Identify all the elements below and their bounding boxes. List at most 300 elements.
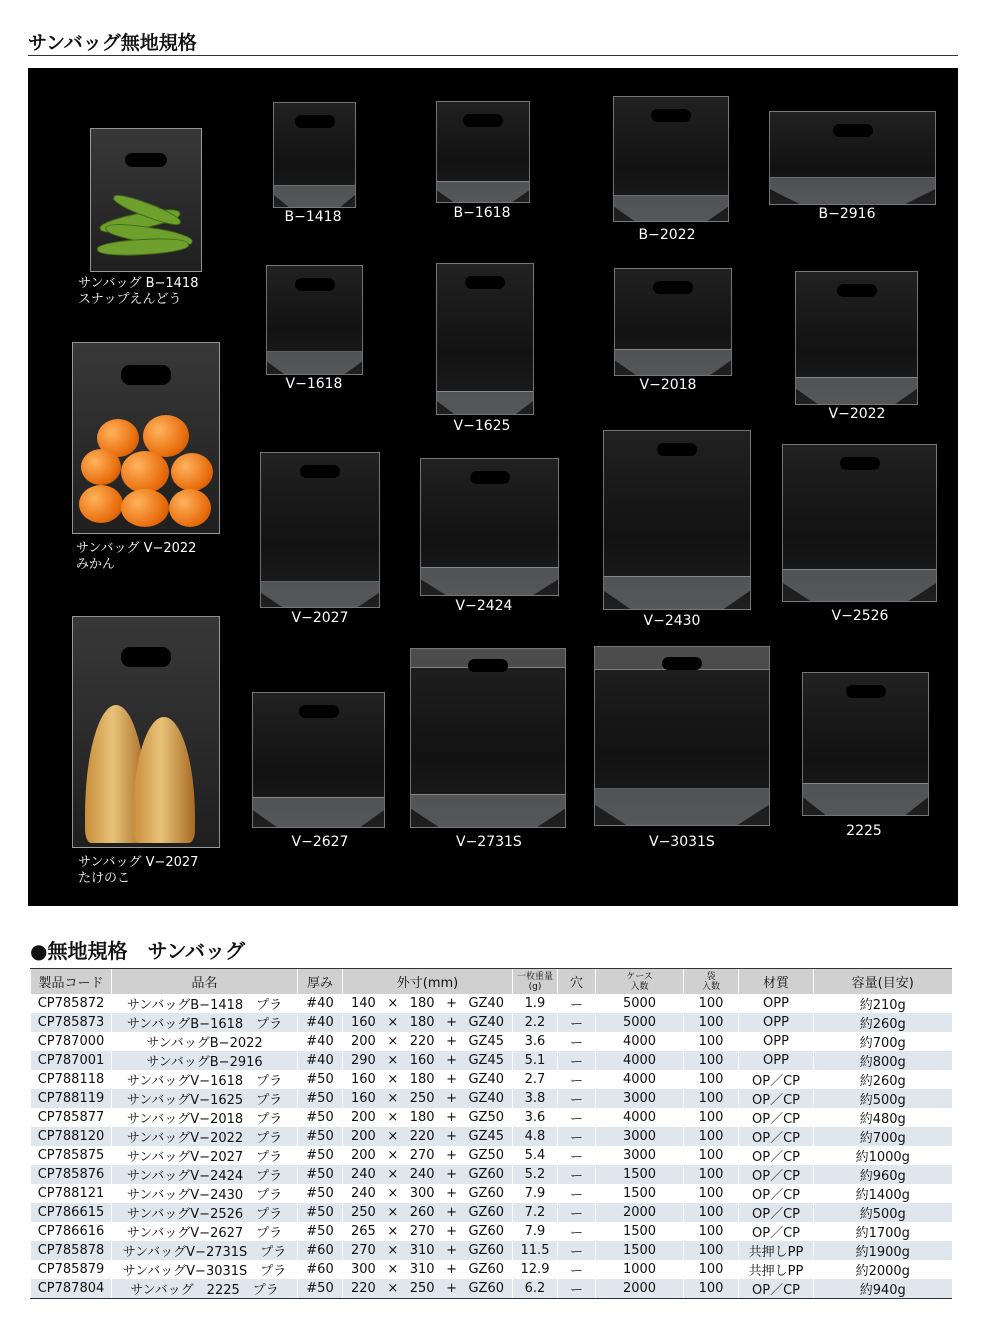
cell-hole: ー (558, 1032, 596, 1051)
cell-hole: ー (558, 1222, 596, 1241)
section-title: ●無地規格 サンバッグ (30, 939, 246, 963)
dim-gusset: GZ40 (468, 1015, 504, 1030)
cell-name: サンバッグV−2731S プラ (112, 1241, 298, 1260)
cell-hole: ー (558, 1108, 596, 1127)
cell-name: サンバッグV−2627 プラ (112, 1222, 298, 1241)
cell-weight: 7.9 (513, 1222, 558, 1241)
dim-width: 200 (351, 1110, 376, 1125)
cell-code: CP785873 (31, 1013, 112, 1032)
table-row (31, 1146, 952, 1165)
dim-width: 290 (351, 1053, 376, 1068)
bag-label-v2627: V−2627 (291, 834, 349, 850)
sample-caption-line: スナップえんどう (78, 292, 182, 307)
cell-weight: 4.8 (513, 1127, 558, 1146)
cell-capacity: 約700g (814, 1032, 952, 1051)
bag-v2627 (252, 692, 385, 828)
cell-capacity: 約500g (814, 1203, 952, 1222)
cell-name: サンバッグV−1618 プラ (112, 1070, 298, 1089)
table-header-row (31, 969, 952, 995)
table-row (31, 1070, 952, 1089)
plus: + (446, 1034, 457, 1049)
cell-case-qty: 5000 (596, 1013, 684, 1032)
cell-bag-qty: 100 (684, 1032, 739, 1051)
bag-v2424 (420, 458, 559, 596)
cell-hole: ー (558, 1241, 596, 1260)
sample-caption-line: サンバッグ V−2027 (78, 855, 199, 870)
dim-height: 180 (409, 1110, 435, 1125)
bag-label-b1418: B−1418 (284, 209, 342, 225)
plus: + (446, 1186, 457, 1201)
dim-width: 270 (351, 1243, 376, 1258)
cell-capacity: 約1900g (814, 1241, 952, 1260)
cell-thickness: #50 (298, 1184, 343, 1203)
plus: + (446, 996, 457, 1011)
cell-material: OPP (739, 1013, 814, 1032)
cell-bag-qty: 100 (684, 1013, 739, 1032)
cell-dims (343, 1184, 513, 1203)
cell-hole: ー (558, 1051, 596, 1070)
cell-capacity: 約210g (814, 994, 952, 1013)
cell-bag-qty: 100 (684, 1279, 739, 1299)
plus: + (446, 1262, 457, 1277)
bag-label-v2027: V−2027 (291, 610, 349, 626)
table-row (31, 1108, 952, 1127)
dim-height: 220 (409, 1034, 435, 1049)
plus: + (446, 1129, 457, 1144)
bag-label-v2018: V−2018 (639, 377, 697, 393)
cell-code: CP785872 (31, 994, 112, 1013)
table-row (31, 994, 952, 1013)
cell-case-qty: 3000 (596, 1127, 684, 1146)
bag-b1418 (273, 102, 356, 208)
sample-caption-takenoko (78, 855, 198, 887)
cell-hole: ー (558, 994, 596, 1013)
cell-capacity: 約800g (814, 1051, 952, 1070)
sample-bag-peas (90, 128, 202, 272)
cell-weight: 5.4 (513, 1146, 558, 1165)
dim-width: 240 (351, 1167, 376, 1182)
times: × (387, 1148, 399, 1163)
times: × (387, 1034, 399, 1049)
cell-thickness: #50 (298, 1070, 343, 1089)
cell-name: サンバッグB−2022 (112, 1032, 298, 1051)
times: × (387, 1015, 399, 1030)
plus: + (446, 1281, 457, 1296)
dim-width: 220 (351, 1281, 376, 1296)
bag-label-v3031s: V−3031S (649, 834, 715, 850)
dim-gusset: GZ45 (468, 1053, 504, 1068)
sample-caption-line: サンバッグ B−1418 (78, 276, 199, 291)
cell-material: 共押しPP (739, 1260, 814, 1279)
times: × (387, 1110, 399, 1125)
cell-capacity: 約500g (814, 1089, 952, 1108)
cell-capacity: 約1700g (814, 1222, 952, 1241)
times: × (387, 1243, 399, 1258)
cell-thickness: #50 (298, 1222, 343, 1241)
cell-weight: 11.5 (513, 1241, 558, 1260)
cell-dims (343, 1070, 513, 1089)
cell-dims (343, 1279, 513, 1299)
dim-height: 160 (409, 1053, 435, 1068)
sample-caption-line: みかん (76, 557, 116, 572)
table-row (31, 1013, 952, 1032)
table-row (31, 1203, 952, 1222)
cell-hole: ー (558, 1203, 596, 1222)
cell-material: OPP (739, 1051, 814, 1070)
plus: + (446, 1224, 457, 1239)
dim-width: 240 (351, 1186, 376, 1201)
bag-b2916 (769, 111, 936, 205)
times: × (387, 1224, 399, 1239)
dim-height: 250 (409, 1091, 435, 1106)
table-row (31, 1089, 952, 1108)
cell-name: サンバッグ 2225 プラ (112, 1279, 298, 1299)
cell-capacity: 約700g (814, 1127, 952, 1146)
cell-weight: 3.6 (513, 1108, 558, 1127)
cell-material: OPP (739, 1032, 814, 1051)
dim-width: 200 (351, 1129, 376, 1144)
cell-thickness: #40 (298, 1051, 343, 1070)
dim-height: 270 (409, 1148, 435, 1163)
cell-code: CP785879 (31, 1260, 112, 1279)
times: × (387, 1091, 399, 1106)
title-divider (28, 55, 958, 56)
table-row (31, 1051, 952, 1070)
cell-weight: 5.1 (513, 1051, 558, 1070)
sample-caption-line: たけのこ (78, 871, 131, 886)
header-weight: 一枚重量 (g) (513, 969, 558, 995)
dim-gusset: GZ50 (468, 1110, 504, 1125)
cell-thickness: #40 (298, 1013, 343, 1032)
cell-code: CP785876 (31, 1165, 112, 1184)
cell-weight: 5.2 (513, 1165, 558, 1184)
dim-gusset: GZ45 (468, 1129, 504, 1144)
bag-v2526 (782, 444, 937, 602)
bag-2225 (802, 672, 929, 816)
cell-case-qty: 3000 (596, 1089, 684, 1108)
cell-material: OP／CP (739, 1222, 814, 1241)
cell-dims (343, 1127, 513, 1146)
plus: + (446, 1015, 457, 1030)
header-material: 材質 (739, 969, 814, 995)
spec-table (30, 968, 952, 1299)
dim-height: 260 (409, 1205, 435, 1220)
cell-thickness: #50 (298, 1146, 343, 1165)
cell-case-qty: 4000 (596, 1108, 684, 1127)
cell-bag-qty: 100 (684, 1070, 739, 1089)
cell-capacity: 約260g (814, 1070, 952, 1089)
cell-dims (343, 1260, 513, 1279)
header-code: 製品コード (31, 969, 112, 995)
cell-case-qty: 1000 (596, 1260, 684, 1279)
cell-material: OP／CP (739, 1146, 814, 1165)
cell-material: 共押しPP (739, 1241, 814, 1260)
cell-hole: ー (558, 1089, 596, 1108)
cell-name: サンバッグV−2424 プラ (112, 1165, 298, 1184)
cell-thickness: #60 (298, 1241, 343, 1260)
cell-dims (343, 1222, 513, 1241)
cell-name: サンバッグV−2022 プラ (112, 1127, 298, 1146)
cell-hole: ー (558, 1013, 596, 1032)
bag-v1618 (266, 265, 363, 375)
cell-case-qty: 4000 (596, 1032, 684, 1051)
cell-hole: ー (558, 1070, 596, 1089)
cell-weight: 3.6 (513, 1032, 558, 1051)
times: × (387, 1205, 399, 1220)
dim-width: 250 (351, 1205, 376, 1220)
bag-label-b2916: B−2916 (818, 206, 876, 222)
cell-dims (343, 1165, 513, 1184)
cell-dims (343, 1032, 513, 1051)
cell-hole: ー (558, 1165, 596, 1184)
plus: + (446, 1072, 457, 1087)
cell-material: OP／CP (739, 1070, 814, 1089)
bag-handle-hole (121, 365, 171, 385)
dim-width: 160 (351, 1091, 376, 1106)
dim-gusset: GZ60 (468, 1205, 504, 1220)
cell-material: OP／CP (739, 1184, 814, 1203)
cell-dims (343, 1108, 513, 1127)
dim-gusset: GZ40 (468, 996, 504, 1011)
cell-material: OP／CP (739, 1203, 814, 1222)
cell-thickness: #50 (298, 1127, 343, 1146)
cell-name: サンバッグB−1618 プラ (112, 1013, 298, 1032)
bag-v2430 (603, 430, 751, 610)
cell-capacity: 約940g (814, 1279, 952, 1299)
bag-label-v2430: V−2430 (643, 613, 701, 629)
bag-label-2225: 2225 (846, 823, 882, 839)
dim-height: 250 (409, 1281, 435, 1296)
cell-code: CP785877 (31, 1108, 112, 1127)
dim-width: 200 (351, 1148, 376, 1163)
bag-b1618 (436, 101, 530, 203)
header-capacity: 容量(目安) (814, 969, 952, 995)
sample-bag-mikan (72, 342, 220, 534)
page-title: サンバッグ無地規格 (28, 32, 197, 54)
cell-name: サンバッグV−2018 プラ (112, 1108, 298, 1127)
dim-width: 140 (351, 996, 376, 1011)
dim-gusset: GZ50 (468, 1148, 504, 1163)
table-row (31, 1184, 952, 1203)
cell-weight: 2.2 (513, 1013, 558, 1032)
bag-v2018 (614, 268, 732, 376)
cell-weight: 3.8 (513, 1089, 558, 1108)
cell-code: CP785875 (31, 1146, 112, 1165)
cell-name: サンバッグB−1418 プラ (112, 994, 298, 1013)
bag-handle-hole (125, 153, 167, 167)
cell-name: サンバッグV−3031S プラ (112, 1260, 298, 1279)
dim-height: 180 (409, 1015, 435, 1030)
bag-v2731s (410, 648, 566, 828)
bag-handle-hole (121, 647, 171, 667)
cell-material: OP／CP (739, 1089, 814, 1108)
dim-gusset: GZ60 (468, 1262, 504, 1277)
cell-bag-qty: 100 (684, 1241, 739, 1260)
header-hole: 穴 (558, 969, 596, 995)
header-name: 品名 (112, 969, 298, 995)
cell-thickness: #50 (298, 1108, 343, 1127)
cell-thickness: #50 (298, 1165, 343, 1184)
dim-width: 300 (351, 1262, 376, 1277)
times: × (387, 1167, 399, 1182)
cell-capacity: 約480g (814, 1108, 952, 1127)
cell-thickness: #50 (298, 1203, 343, 1222)
cell-code: CP785878 (31, 1241, 112, 1260)
cell-hole: ー (558, 1146, 596, 1165)
table-row (31, 1032, 952, 1051)
cell-code: CP788119 (31, 1089, 112, 1108)
dim-height: 300 (409, 1186, 435, 1201)
cell-case-qty: 1500 (596, 1184, 684, 1203)
cell-thickness: #40 (298, 1032, 343, 1051)
plus: + (446, 1110, 457, 1125)
cell-hole: ー (558, 1279, 596, 1299)
dim-gusset: GZ60 (468, 1243, 504, 1258)
times: × (387, 1072, 399, 1087)
cell-code: CP787000 (31, 1032, 112, 1051)
dim-width: 160 (351, 1072, 376, 1087)
plus: + (446, 1205, 457, 1220)
dim-height: 310 (409, 1262, 435, 1277)
plus: + (446, 1091, 457, 1106)
header-thickness: 厚み (298, 969, 343, 995)
cell-hole: ー (558, 1184, 596, 1203)
dim-gusset: GZ40 (468, 1072, 504, 1087)
cell-dims (343, 1241, 513, 1260)
cell-thickness: #50 (298, 1089, 343, 1108)
dim-height: 310 (409, 1243, 435, 1258)
dim-height: 240 (409, 1167, 435, 1182)
bag-label-v2022: V−2022 (828, 406, 886, 422)
times: × (387, 1281, 399, 1296)
cell-thickness: #60 (298, 1260, 343, 1279)
bag-label-b2022: B−2022 (638, 227, 696, 243)
cell-name: サンバッグV−2526 プラ (112, 1203, 298, 1222)
dim-gusset: GZ40 (468, 1091, 504, 1106)
table-row (31, 1165, 952, 1184)
header-case: ケース 入数 (596, 969, 684, 995)
cell-name: サンバッグV−2027 プラ (112, 1146, 298, 1165)
cell-material: OP／CP (739, 1127, 814, 1146)
cell-hole: ー (558, 1127, 596, 1146)
bag-v2022 (795, 271, 918, 405)
dim-width: 200 (351, 1034, 376, 1049)
cell-dims (343, 994, 513, 1013)
dim-width: 265 (351, 1224, 376, 1239)
times: × (387, 1186, 399, 1201)
cell-case-qty: 2000 (596, 1279, 684, 1299)
cell-code: CP788120 (31, 1127, 112, 1146)
dim-gusset: GZ60 (468, 1224, 504, 1239)
cell-weight: 2.7 (513, 1070, 558, 1089)
dim-height: 180 (409, 1072, 435, 1087)
table-row (31, 1279, 952, 1299)
dim-height: 180 (409, 996, 435, 1011)
dim-height: 220 (409, 1129, 435, 1144)
bag-v2027 (260, 452, 380, 608)
cell-material: OPP (739, 994, 814, 1013)
sample-bag-takenoko (72, 616, 220, 848)
cell-name: サンバッグV−2430 プラ (112, 1184, 298, 1203)
cell-case-qty: 1500 (596, 1241, 684, 1260)
dim-gusset: GZ60 (468, 1186, 504, 1201)
times: × (387, 1129, 399, 1144)
plus: + (446, 1167, 457, 1182)
bag-label-v1618: V−1618 (285, 376, 343, 392)
cell-case-qty: 2000 (596, 1203, 684, 1222)
cell-weight: 12.9 (513, 1260, 558, 1279)
plus: + (446, 1053, 457, 1068)
cell-code: CP788118 (31, 1070, 112, 1089)
dim-gusset: GZ60 (468, 1281, 504, 1296)
cell-code: CP786616 (31, 1222, 112, 1241)
cell-code: CP787804 (31, 1279, 112, 1299)
table-row (31, 1222, 952, 1241)
cell-case-qty: 1500 (596, 1165, 684, 1184)
cell-weight: 7.2 (513, 1203, 558, 1222)
bag-label-v1625: V−1625 (453, 418, 511, 434)
cell-capacity: 約2000g (814, 1260, 952, 1279)
sample-caption-line: サンバッグ V−2022 (76, 541, 197, 556)
cell-capacity: 約1400g (814, 1184, 952, 1203)
cell-name: サンバッグV−1625 プラ (112, 1089, 298, 1108)
cell-bag-qty: 100 (684, 1165, 739, 1184)
cell-bag-qty: 100 (684, 1127, 739, 1146)
cell-thickness: #40 (298, 994, 343, 1013)
cell-name: サンバッグB−2916 (112, 1051, 298, 1070)
dim-gusset: GZ60 (468, 1167, 504, 1182)
cell-material: OP／CP (739, 1279, 814, 1299)
header-dims: 外寸(mm) (343, 969, 513, 995)
bag-label-v2526: V−2526 (831, 608, 889, 624)
cell-weight: 7.9 (513, 1184, 558, 1203)
cell-dims (343, 1146, 513, 1165)
cell-capacity: 約260g (814, 1013, 952, 1032)
bag-v3031s (594, 646, 770, 826)
cell-case-qty: 1500 (596, 1222, 684, 1241)
cell-code: CP786615 (31, 1203, 112, 1222)
dim-gusset: GZ45 (468, 1034, 504, 1049)
bag-b2022 (613, 96, 729, 222)
cell-dims (343, 1013, 513, 1032)
cell-thickness: #50 (298, 1279, 343, 1299)
cell-bag-qty: 100 (684, 1051, 739, 1070)
bag-v1625 (436, 263, 534, 415)
cell-bag-qty: 100 (684, 1222, 739, 1241)
times: × (387, 1262, 399, 1277)
bag-label-v2424: V−2424 (455, 598, 513, 614)
cell-hole: ー (558, 1260, 596, 1279)
bag-label-b1618: B−1618 (453, 205, 511, 221)
cell-weight: 1.9 (513, 994, 558, 1013)
cell-code: CP787001 (31, 1051, 112, 1070)
dim-height: 270 (409, 1224, 435, 1239)
cell-weight: 6.2 (513, 1279, 558, 1299)
sample-caption-mikan (76, 541, 196, 573)
cell-bag-qty: 100 (684, 1260, 739, 1279)
table-row (31, 1260, 952, 1279)
plus: + (446, 1148, 457, 1163)
cell-case-qty: 5000 (596, 994, 684, 1013)
table-row (31, 1241, 952, 1260)
times: × (387, 996, 399, 1011)
cell-bag-qty: 100 (684, 994, 739, 1013)
table-row (31, 1127, 952, 1146)
cell-bag-qty: 100 (684, 1146, 739, 1165)
cell-capacity: 約1000g (814, 1146, 952, 1165)
cell-capacity: 約960g (814, 1165, 952, 1184)
times: × (387, 1053, 399, 1068)
